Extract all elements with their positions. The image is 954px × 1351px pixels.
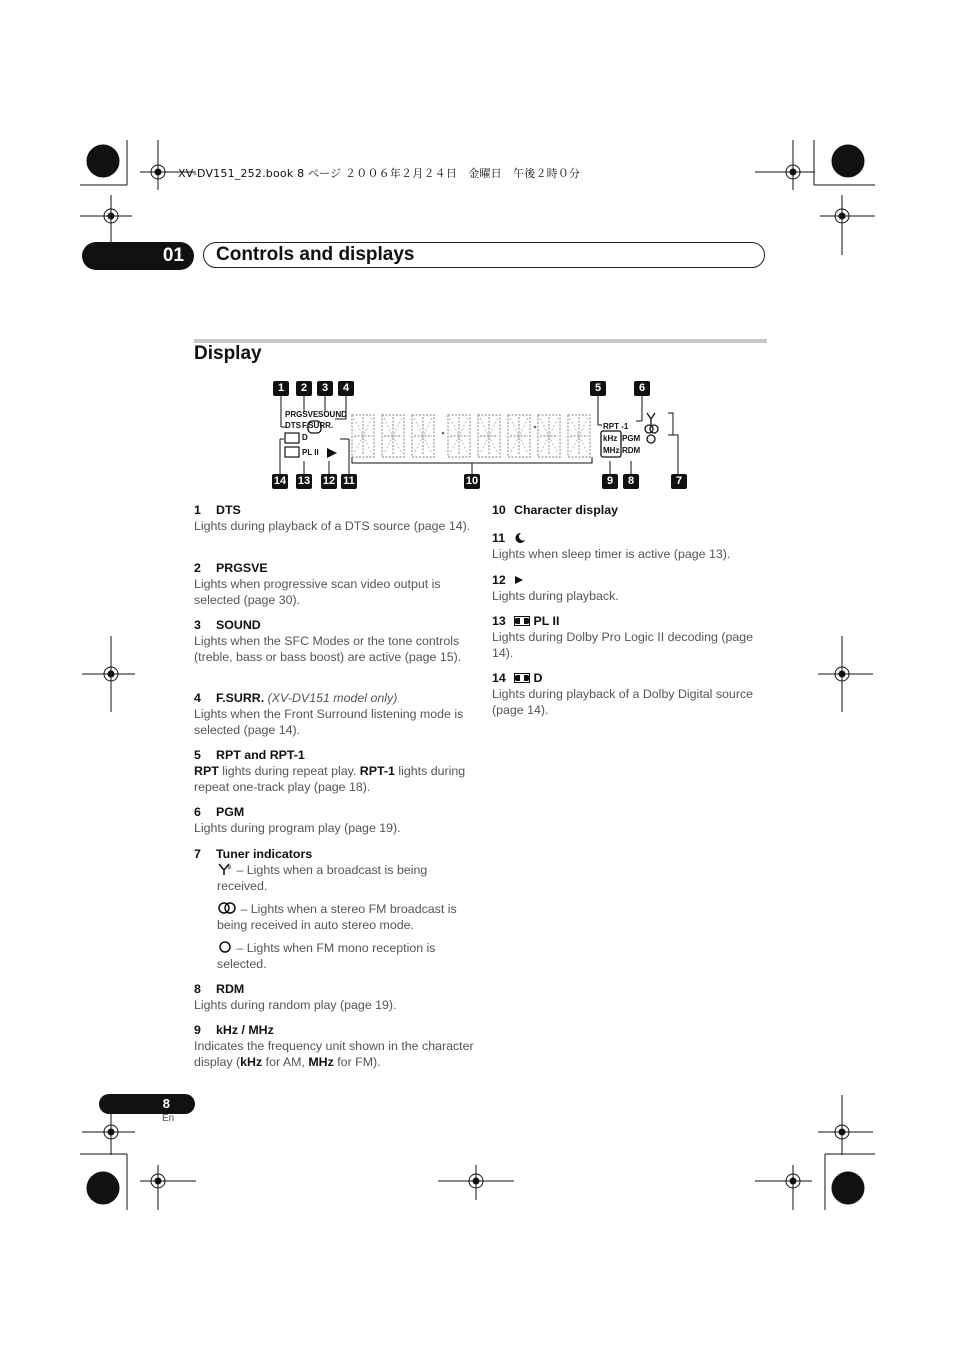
- antenna-icon: [217, 863, 233, 875]
- play-icon: [514, 575, 524, 585]
- lbl-dts: DTS: [285, 421, 301, 430]
- dolby-icon: [514, 616, 530, 626]
- item-9: 9 kHz / MHz Indicates the frequency unit shown in the character display (kHz for AM, MHz for FM).: [194, 1023, 474, 1069]
- item-3: 3 SOUND Lights when the SFC Modes or the tone controls (treble, bass or bass boost) are active (page 15).: [194, 618, 462, 664]
- item-11: 11 Lights when sleep timer is active (page 13).: [492, 531, 731, 561]
- lbl-pl: PL II: [302, 448, 319, 457]
- callout-9: 9: [602, 474, 618, 489]
- callout-7: 7: [671, 474, 687, 489]
- callout-11: 11: [341, 474, 357, 489]
- page-number: 8: [99, 1094, 195, 1114]
- item-8: 8 RDM Lights during random play (page 19).: [194, 982, 397, 1012]
- callout-6: 6: [634, 381, 650, 396]
- callout-8: 8: [623, 474, 639, 489]
- mono-icon: [217, 941, 233, 953]
- lbl-pgm: PGM: [622, 434, 641, 443]
- lbl-mhz: MHz: [603, 446, 620, 455]
- lbl-rpt: RPT -1: [603, 422, 629, 431]
- callout-3: 3: [317, 381, 333, 396]
- page-language: En: [162, 1113, 175, 1124]
- item-4: 4 F.SURR. (XV-DV151 model only) Lights when the Front Surround listening mode is selected (page 14).: [194, 691, 464, 737]
- callout-5: 5: [590, 381, 606, 396]
- item-14: 14 D Lights during playback of a Dolby Digital source (page 14).: [492, 671, 754, 717]
- tuner-broadcast: ill – Lights when a broadcast is being received.: [217, 863, 428, 893]
- section-rule: [194, 339, 767, 343]
- chapter-title: Controls and displays: [203, 242, 765, 268]
- svg-text:ill: ill: [228, 865, 232, 871]
- callout-2: 2: [296, 381, 312, 396]
- callout-1: 1: [273, 381, 289, 396]
- callout-13: 13: [297, 475, 311, 487]
- lbl-d: D: [302, 433, 308, 442]
- item-2: 2 PRGSVE Lights when progressive scan video output is selected (page 30).: [194, 561, 441, 607]
- antenna-icon: [647, 413, 655, 425]
- sleep-icon: [514, 532, 526, 544]
- play-icon: [327, 448, 337, 458]
- mono-icon: [647, 435, 655, 443]
- dolby-pl-icon: [285, 447, 299, 457]
- item-10: 10 Character display: [492, 503, 618, 517]
- dolby-icon: [514, 673, 530, 683]
- callout-14: 14: [273, 475, 287, 487]
- stereo-icon: [217, 902, 237, 914]
- item-1: 1 DTS Lights during playback of a DTS source (page 14).: [194, 503, 471, 533]
- lbl-rdm: RDM: [622, 446, 641, 455]
- dolby-icon: [285, 433, 299, 443]
- tuner-stereo: – Lights when a stereo FM broadcast is being received in auto stereo mode.: [217, 902, 457, 932]
- lbl-fsurr: F.SURR.: [302, 421, 334, 430]
- item-12: 12 Lights during playback.: [492, 573, 619, 603]
- callout-4: 4: [338, 381, 354, 396]
- book-slug: XV-DV151_252.book 8 ページ ２００６年２月２４日 金曜日 午後２時０分: [178, 167, 581, 180]
- section-title: Display: [194, 343, 262, 364]
- lbl-sound: SOUND: [318, 410, 347, 419]
- callout-12: 12: [322, 475, 336, 487]
- lbl-khz: kHz: [603, 434, 618, 443]
- item-5: 5 RPT and RPT-1 RPT lights during repeat play. RPT-1 lights during repeat one-track play (page 18).: [194, 748, 466, 794]
- character-display-segments: [352, 415, 590, 457]
- item-13: 13 PL II Lights during Dolby Pro Logic II decoding (page 14).: [492, 614, 754, 660]
- callout-10: 10: [465, 475, 479, 487]
- display-diagram: [260, 375, 700, 495]
- tuner-mono: – Lights when FM mono reception is selected.: [217, 941, 436, 971]
- item-7: 7 Tuner indicators: [194, 847, 313, 861]
- chapter-number: 01: [82, 242, 194, 270]
- item-6: 6 PGM Lights during program play (page 19).: [194, 805, 401, 835]
- lbl-prgsve: PRGSVE: [285, 410, 319, 419]
